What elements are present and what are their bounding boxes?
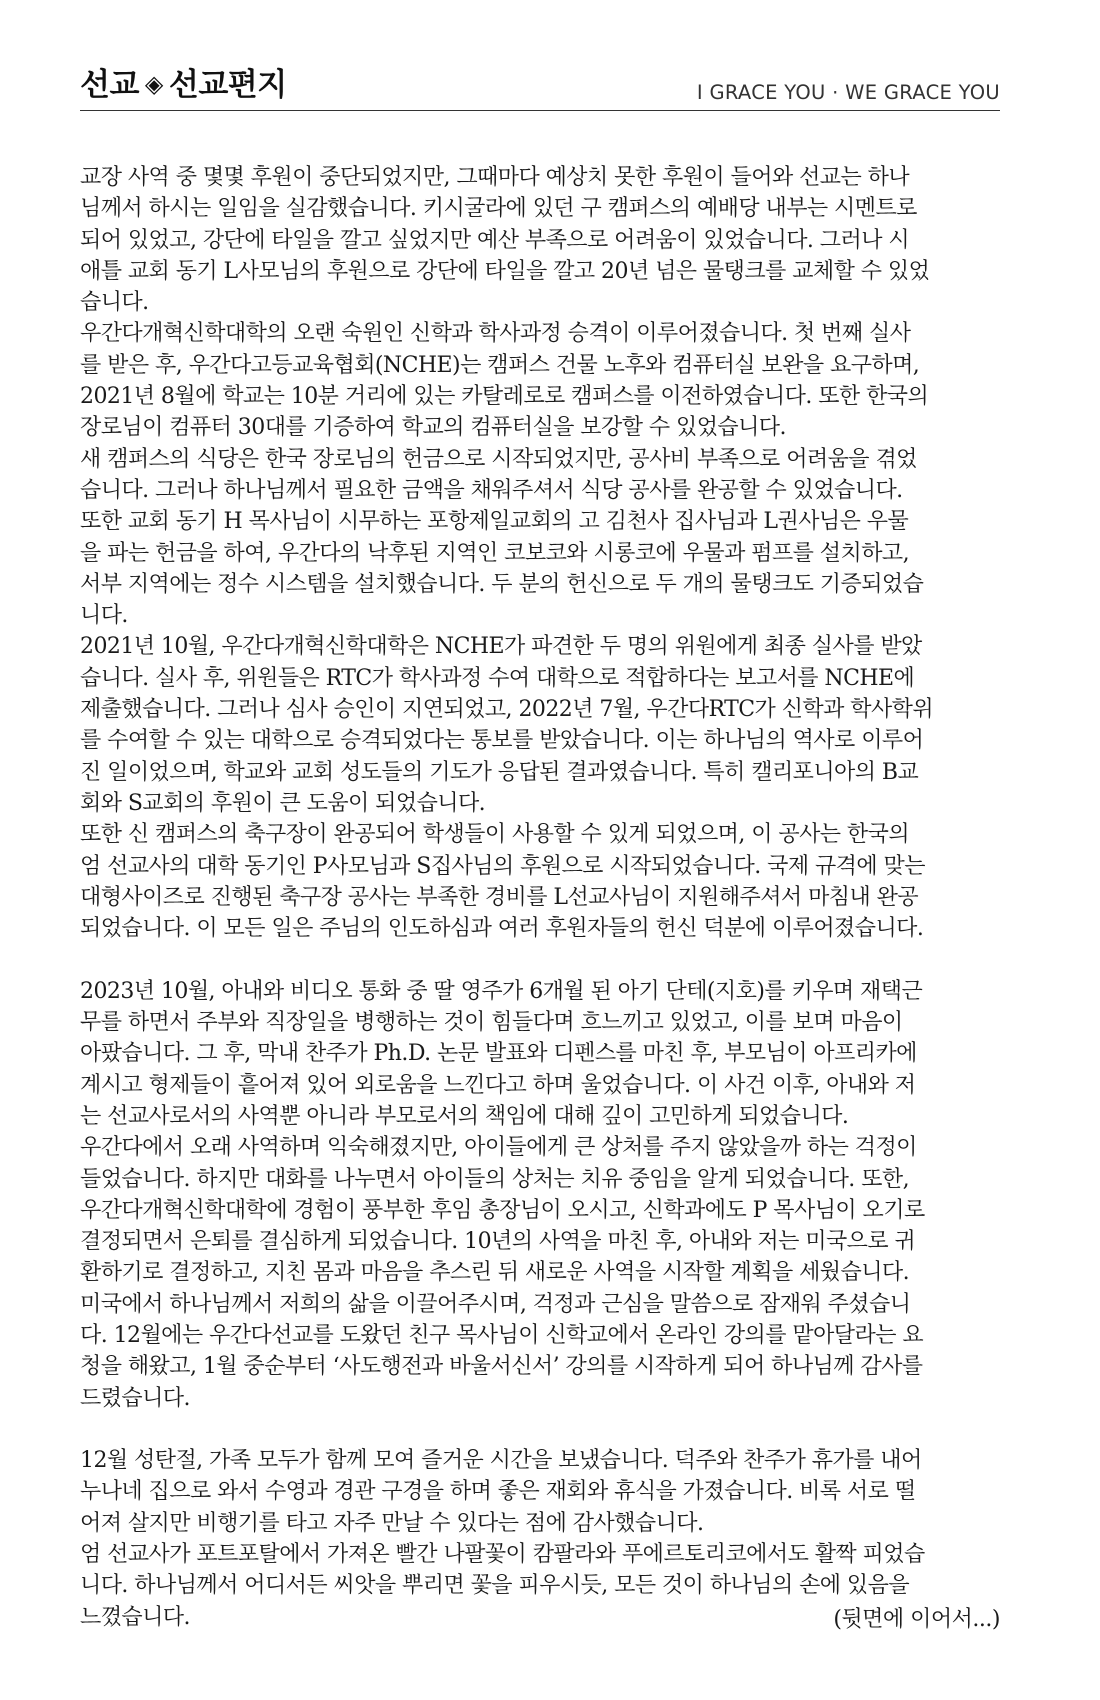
diamond-icon: ◈ bbox=[144, 70, 163, 98]
text-line: 니다. 하나님께서 어디서든 씨앗을 뿌리면 꽃을 피우시듯, 모든 것이 하나님의 손에 있음을 bbox=[80, 1573, 910, 1599]
text-line: 청을 해왔고, 1월 중순부터 ‘사도행전과 바울서신서’ 강의를 시작하게 되어 하나님께 감사를 bbox=[80, 1354, 923, 1380]
text-line: 되었습니다. 이 모든 일은 주님의 인도하심과 여러 후원자들의 헌신 덕분에 이루어졌습니다. bbox=[80, 916, 924, 942]
section-title bbox=[80, 59, 287, 104]
text-line: 교장 사역 중 몇몇 후원이 중단되었지만, 그때마다 예상치 못한 후원이 들어와 선교는 하나 bbox=[80, 165, 910, 190]
text-line: 제출했습니다. 그러나 심사 승인이 지연되었고, 2022년 7월, 우간다RTC가 신학과 학사학위 bbox=[80, 697, 934, 723]
text-line: 또한 교회 동기 H 목사님이 시무하는 포항제일교회의 고 김천사 집사님과 L권사님은 우물 bbox=[80, 509, 909, 535]
text-line: 되어 있었고, 강단에 타일을 깔고 싶었지만 예산 부족으로 어려움이 있었습니다. 그러나 시 bbox=[80, 227, 910, 253]
text-line: 우간다개혁신학대학의 오랜 숙원인 신학과 학사과정 승격이 이루어졌습니다. 첫 번째 실사 bbox=[80, 321, 911, 347]
text-line: 우간다개혁신학대학에 경험이 풍부한 후임 총장님이 오시고, 신학과에도 P 목사님이 오기로 bbox=[80, 1197, 925, 1223]
text-line: 서부 지역에는 정수 시스템을 설치했습니다. 두 분의 헌신으로 두 개의 물탱크도 기증되었습 bbox=[80, 571, 924, 597]
text-line: 니다. bbox=[80, 603, 128, 629]
text-line: 다. 12월에는 우간다선교를 도왔던 친구 목사님이 신학교에서 온라인 강의를 맡아달라는 요 bbox=[80, 1322, 924, 1348]
paragraph-gap bbox=[80, 944, 1000, 975]
text-line: 장로님이 컴퓨터 30대를 기증하여 학교의 컴퓨터실을 보강할 수 있었습니다. bbox=[80, 415, 786, 441]
continued-note: (뒷면에 이어서...) bbox=[833, 1607, 1000, 1632]
text-line: 대형사이즈로 진행된 축구장 공사는 부족한 경비를 L선교사님이 지원해주셔서 마침내 완공 bbox=[80, 884, 919, 910]
text-line: 애틀 교회 동기 L사모님의 후원으로 강단에 타일을 깔고 20년 넘은 물탱크를 교체할 수 있었 bbox=[80, 258, 930, 284]
text-line: 를 받은 후, 우간다고등교육협회(NCHE)는 캠퍼스 건물 노후와 컴퓨터실 보완을 요구하며, bbox=[80, 352, 920, 378]
text-line: 느꼈습니다. bbox=[80, 1604, 190, 1630]
text-line: 을 파는 헌금을 하여, 우간다의 낙후된 지역인 코보코와 시롱코에 우물과 펌프를 설치하고, bbox=[80, 540, 910, 566]
page-header bbox=[80, 62, 1000, 111]
text-line: 또한 신 캠퍼스의 축구장이 완공되어 학생들이 사용할 수 있게 되었으며, 이 공사는 한국의 bbox=[80, 822, 910, 848]
text-line: 아팠습니다. 그 후, 막내 찬주가 Ph.D. 논문 발표와 디펜스를 마친 후, 부모님이 아프리카에 bbox=[80, 1041, 917, 1067]
text-line: 환하기로 결정하고, 지친 몸과 마음을 추스린 뒤 새로운 사역을 시작할 계획을 세웠습니다. bbox=[80, 1260, 910, 1286]
category-label: 선교 bbox=[80, 67, 139, 103]
text-line: 는 선교사로서의 사역뿐 아니라 부모로서의 책임에 대해 깊이 고민하게 되었습니다. bbox=[80, 1103, 849, 1129]
text-line: 미국에서 하나님께서 저희의 삶을 이끌어주시며, 걱정과 근심을 말씀으로 잠재워 주셨습니 bbox=[80, 1291, 911, 1317]
text-line: 님께서 하시는 일임을 실감했습니다. 키시굴라에 있던 구 캠퍼스의 예배당 내부는 시멘트로 bbox=[80, 196, 917, 222]
text-line: 회와 S교회의 후원이 큰 도움이 되었습니다. bbox=[80, 790, 486, 816]
text-line: 진 일이었으며, 학교와 교회 성도들의 기도가 응답된 결과였습니다. 특히 캘리포니아의 B교 bbox=[80, 759, 919, 785]
text-line: 습니다. 실사 후, 위원들은 RTC가 학사과정 수여 대학으로 적합하다는 보고서를 NCHE에 bbox=[80, 665, 915, 691]
text-line: 습니다. bbox=[80, 290, 149, 316]
text-line: 결정되면서 은퇴를 결심하게 되었습니다. 10년의 사역을 마친 후, 아내와 저는 미국으로 귀 bbox=[80, 1229, 916, 1255]
text-line: 무를 하면서 주부와 직장일을 병행하는 것이 힘들다며 흐느끼고 있었고, 이를 보며 마음이 bbox=[80, 1010, 903, 1036]
paragraph-gap bbox=[80, 1414, 1000, 1445]
text-line: 2021년 10월, 우간다개혁신학대학은 NCHE가 파견한 두 명의 위원에게 최종 실사를 받았 bbox=[80, 634, 922, 660]
section-label: 선교편지 bbox=[168, 67, 287, 103]
text-line: 를 수여할 수 있는 대학으로 승격되었다는 통보를 받았습니다. 이는 하나님의 역사로 이루어 bbox=[80, 728, 924, 754]
text-line: 누나네 집으로 와서 수영과 경관 구경을 하며 좋은 재회와 휴식을 가졌습니다. 비록 서로 떨 bbox=[80, 1479, 916, 1505]
text-line: 드렸습니다. bbox=[80, 1385, 190, 1411]
text-line: 엄 선교사가 포트포탈에서 가져온 빨간 나팔꽃이 캄팔라와 푸에르토리코에서도 활짝 피었습 bbox=[80, 1542, 925, 1568]
text-line: 우간다에서 오래 사역하며 익숙해졌지만, 아이들에게 큰 상처를 주지 않았을까 하는 걱정이 bbox=[80, 1135, 917, 1161]
text-line: 어져 살지만 비행기를 타고 자주 만날 수 있다는 점에 감사했습니다. bbox=[80, 1510, 704, 1536]
text-line: 2023년 10월, 아내와 비디오 통화 중 딸 영주가 6개월 된 아기 단테(지호)를 키우며 재택근 bbox=[80, 978, 923, 1004]
text-line: 새 캠퍼스의 식당은 한국 장로님의 헌금으로 시작되었지만, 공사비 부족으로 어려움을 겪었 bbox=[80, 446, 917, 472]
header-tagline: I GRACE YOU · WE GRACE YOU bbox=[696, 81, 1000, 104]
letter-body bbox=[80, 162, 1000, 1633]
text-line: 들었습니다. 하지만 대화를 나누면서 아이들의 상처는 치유 중임을 알게 되었습니다. 또한, bbox=[80, 1166, 910, 1192]
text-line: 12월 성탄절, 가족 모두가 함께 모여 즐거운 시간을 보냈습니다. 덕주와 찬주가 휴가를 내어 bbox=[80, 1448, 922, 1474]
text-line: 습니다. 그러나 하나님께서 필요한 금액을 채워주셔서 식당 공사를 완공할 수 있었습니다. bbox=[80, 477, 903, 503]
text-line: 계시고 형제들이 흩어져 있어 외로움을 느낀다고 하며 울었습니다. 이 사건 이후, 아내와 저 bbox=[80, 1072, 916, 1098]
text-line: 2021년 8월에 학교는 10분 거리에 있는 카탈레로로 캠퍼스를 이전하였습니다. 또한 한국의 bbox=[80, 384, 929, 410]
text-line: 엄 선교사의 대학 동기인 P사모님과 S집사님의 후원으로 시작되었습니다. 국제 규격에 맞는 bbox=[80, 853, 925, 879]
